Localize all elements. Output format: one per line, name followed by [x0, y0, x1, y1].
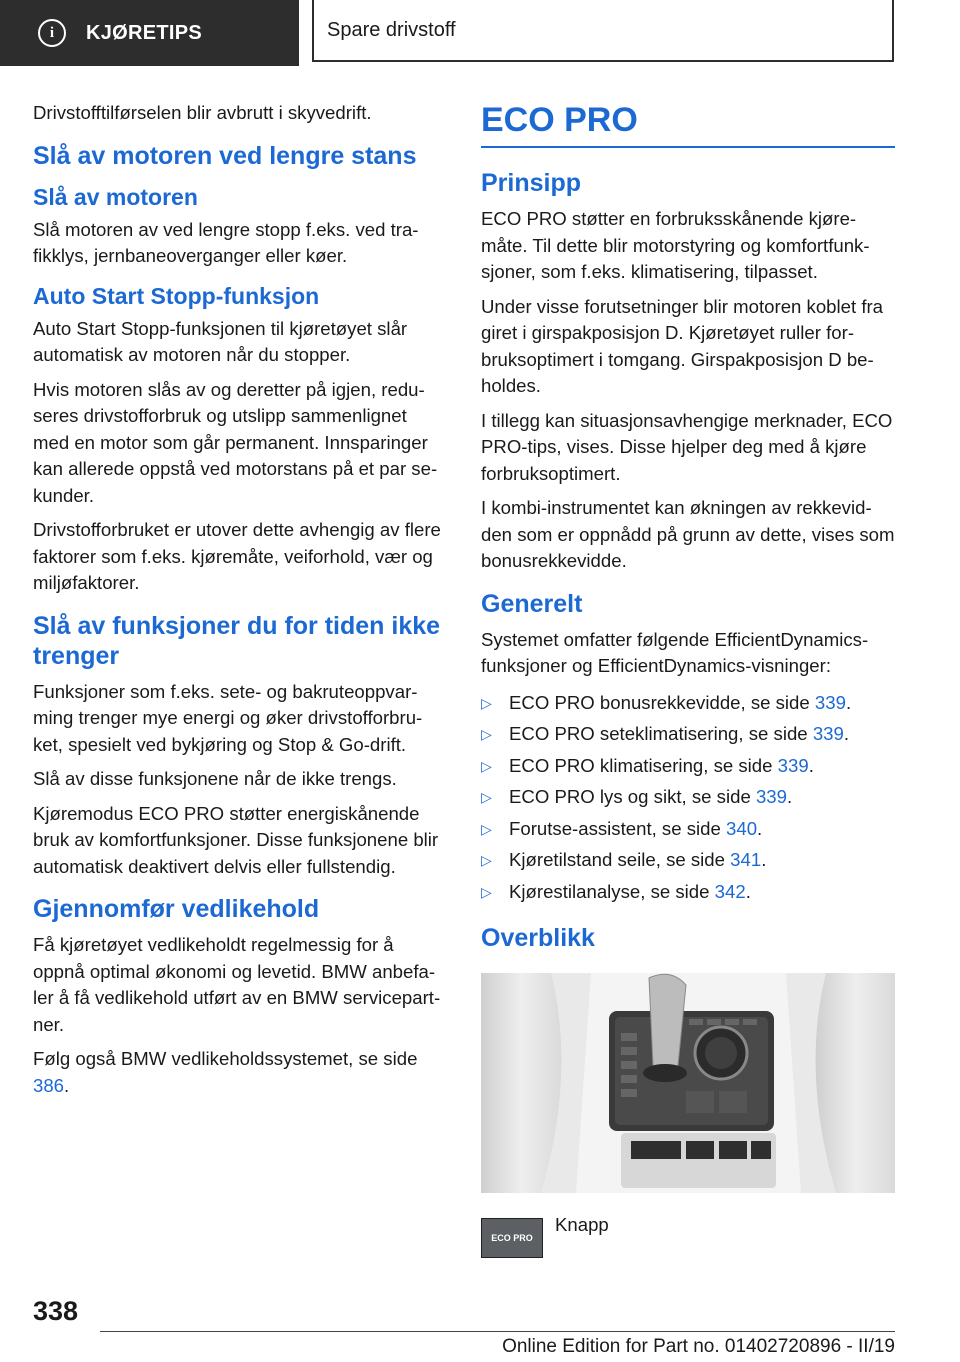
heading-stop: Slå av motoren ved lengre stans: [33, 141, 417, 170]
bullet-triangle-icon: ▷: [481, 820, 492, 837]
heading-stop-sub: Slå av motoren: [33, 183, 198, 210]
general-text: Systemet omfatter følgende EfficientDynamics-funksjoner og EfficientDynamics-visninger:: [481, 628, 869, 676]
footer-divider: [100, 1331, 895, 1332]
list-item: ▷ ECO PRO klimatisering, se side 339.: [481, 753, 895, 780]
bullet-triangle-icon: ▷: [481, 883, 492, 900]
heading-overview: Overblikk: [481, 924, 595, 952]
center-console-photo: [481, 973, 895, 1193]
section-label: KJØRETIPS: [86, 21, 203, 44]
principle-text-2: Under visse forutsetninger blir motoren koblet fra giret i girspakposisjon D. Kjøretøyet ruller for-bruksoptimert i tomgang. Girspakposisjon D be-holdes.: [481, 295, 884, 396]
bullet-triangle-icon: ▷: [481, 757, 492, 774]
list-item: ▷ ECO PRO bonusrekkevidde, se side 339.: [481, 690, 895, 717]
page-link[interactable]: 341: [730, 849, 762, 870]
page-link[interactable]: 339: [812, 723, 844, 744]
principle-text-3: I tillegg kan situasjonsavhengige merknader, ECO PRO-tips, vises. Disse hjelper deg med å kjøre forbruksoptimert.: [481, 409, 893, 484]
heading-auto-start-stop: Auto Start Stopp-funksjon: [33, 282, 320, 309]
list-item: ▷ ECO PRO seteklimatisering, se side 339.: [481, 721, 895, 748]
eco-pro-button-icon: ECO PRO: [481, 1218, 543, 1258]
heading-divider: [481, 146, 895, 148]
heading-maintenance: Gjennomfør vedlikehold: [33, 895, 320, 923]
button-legend-label: Knapp: [555, 1214, 609, 1235]
page-link[interactable]: 339: [814, 691, 846, 713]
footer-edition: Online Edition for Part no. 01402720896 - II/19: [502, 1336, 895, 1357]
bullet-triangle-icon: ▷: [481, 726, 492, 742]
section-tab: [0, 0, 299, 66]
heading-functions: Slå av funksjoner du for tiden ikke trenger: [33, 611, 441, 670]
bullet-triangle-icon: ▷: [481, 852, 492, 868]
intro-text: Drivstofftilførselen blir avbrutt i skyvedrift.: [33, 102, 372, 123]
page-header: [312, 0, 894, 62]
left-column: [33, 100, 448, 1107]
page-link[interactable]: 339: [777, 754, 809, 776]
maint-text-1: Få kjøretøyet vedlikeholdt regelmessig for å oppnå optimal økonomi og levetid. BMW anbefa-ler å få vedlikehold utført av en BMW servicepart-ner.: [33, 934, 441, 1035]
principle-text-4: I kombi-instrumentet kan økningen av rekkevid-den som er oppnådd på grunn av dette, vises som bonusrekkevidde.: [481, 497, 895, 571]
list-item: ▷ ECO PRO lys og sikt, se side 339.: [481, 784, 895, 811]
heading-principle: Prinsipp: [481, 169, 582, 197]
auto-text-1: Auto Start Stopp-funksjonen til kjøretøyet slår automatisk av motoren når du stopper.: [33, 317, 408, 365]
principle-text-1: ECO PRO støtter en forbruksskånende kjøre-måte. Til dette blir motorstyring og komfortfunk-sjoner, som f.eks. klimatisering, tilpasset.: [481, 208, 870, 282]
stop-text: Slå motoren av ved lengre stopp f.eks. ved tra-fikklys, jernbaneoverganger eller køer.: [33, 218, 419, 266]
list-item: ▷ Kjørestilanalyse, se side 342.: [481, 879, 895, 906]
list-item: ▷ Kjøretilstand seile, se side 341.: [481, 847, 895, 874]
bullet-triangle-icon: ▷: [481, 789, 492, 805]
list-item: ▷ Forutse-assistent, se side 340.: [481, 816, 895, 843]
func-text-2: Slå av disse funksjonene når de ikke trengs.: [33, 768, 397, 789]
page-link[interactable]: 339: [755, 786, 787, 807]
page-number: 338: [33, 1296, 79, 1326]
func-text-1: Funksjoner som f.eks. sete- og bakruteoppvar-ming trenger mye energi og øker drivstofforbru-ket, spesielt ved bykjøring og Stop & Go-drift.: [33, 680, 423, 755]
func-text-3: Kjøremodus ECO PRO støtter energiskånende bruk av komfortfunksjoner. Disse funksjonene blir automatisk deaktivert delvis eller fullstendig.: [33, 802, 439, 877]
page-link[interactable]: 340: [726, 817, 758, 839]
auto-text-2: Hvis motoren slås av og deretter på igjen, redu-seres drivstofforbruk og utslipp sammenlignet med en motor som går permanent. Innsparinger kan allerede oppstå ved motorstans på et par se-kunder.: [33, 378, 438, 506]
maint-text-2: Følg også BMW vedlikeholdssystemet, se side 386.: [33, 1048, 418, 1096]
button-legend: [481, 1214, 895, 1258]
page-title: Spare drivstoff: [327, 18, 456, 41]
heading-eco-pro: ECO PRO: [481, 101, 638, 139]
page-link[interactable]: 342: [714, 880, 746, 902]
heading-general: Generelt: [481, 589, 583, 618]
page-link-386[interactable]: 386: [33, 1074, 65, 1096]
bullet-triangle-icon: ▷: [481, 694, 492, 711]
auto-text-3: Drivstofforbruket er utover dette avhengig av flere faktorer som f.eks. kjøremåte, veiforhold, vær og miljøfaktorer.: [33, 519, 441, 593]
info-icon: i: [38, 19, 66, 47]
function-list: [481, 690, 895, 906]
right-column: [481, 100, 895, 1258]
